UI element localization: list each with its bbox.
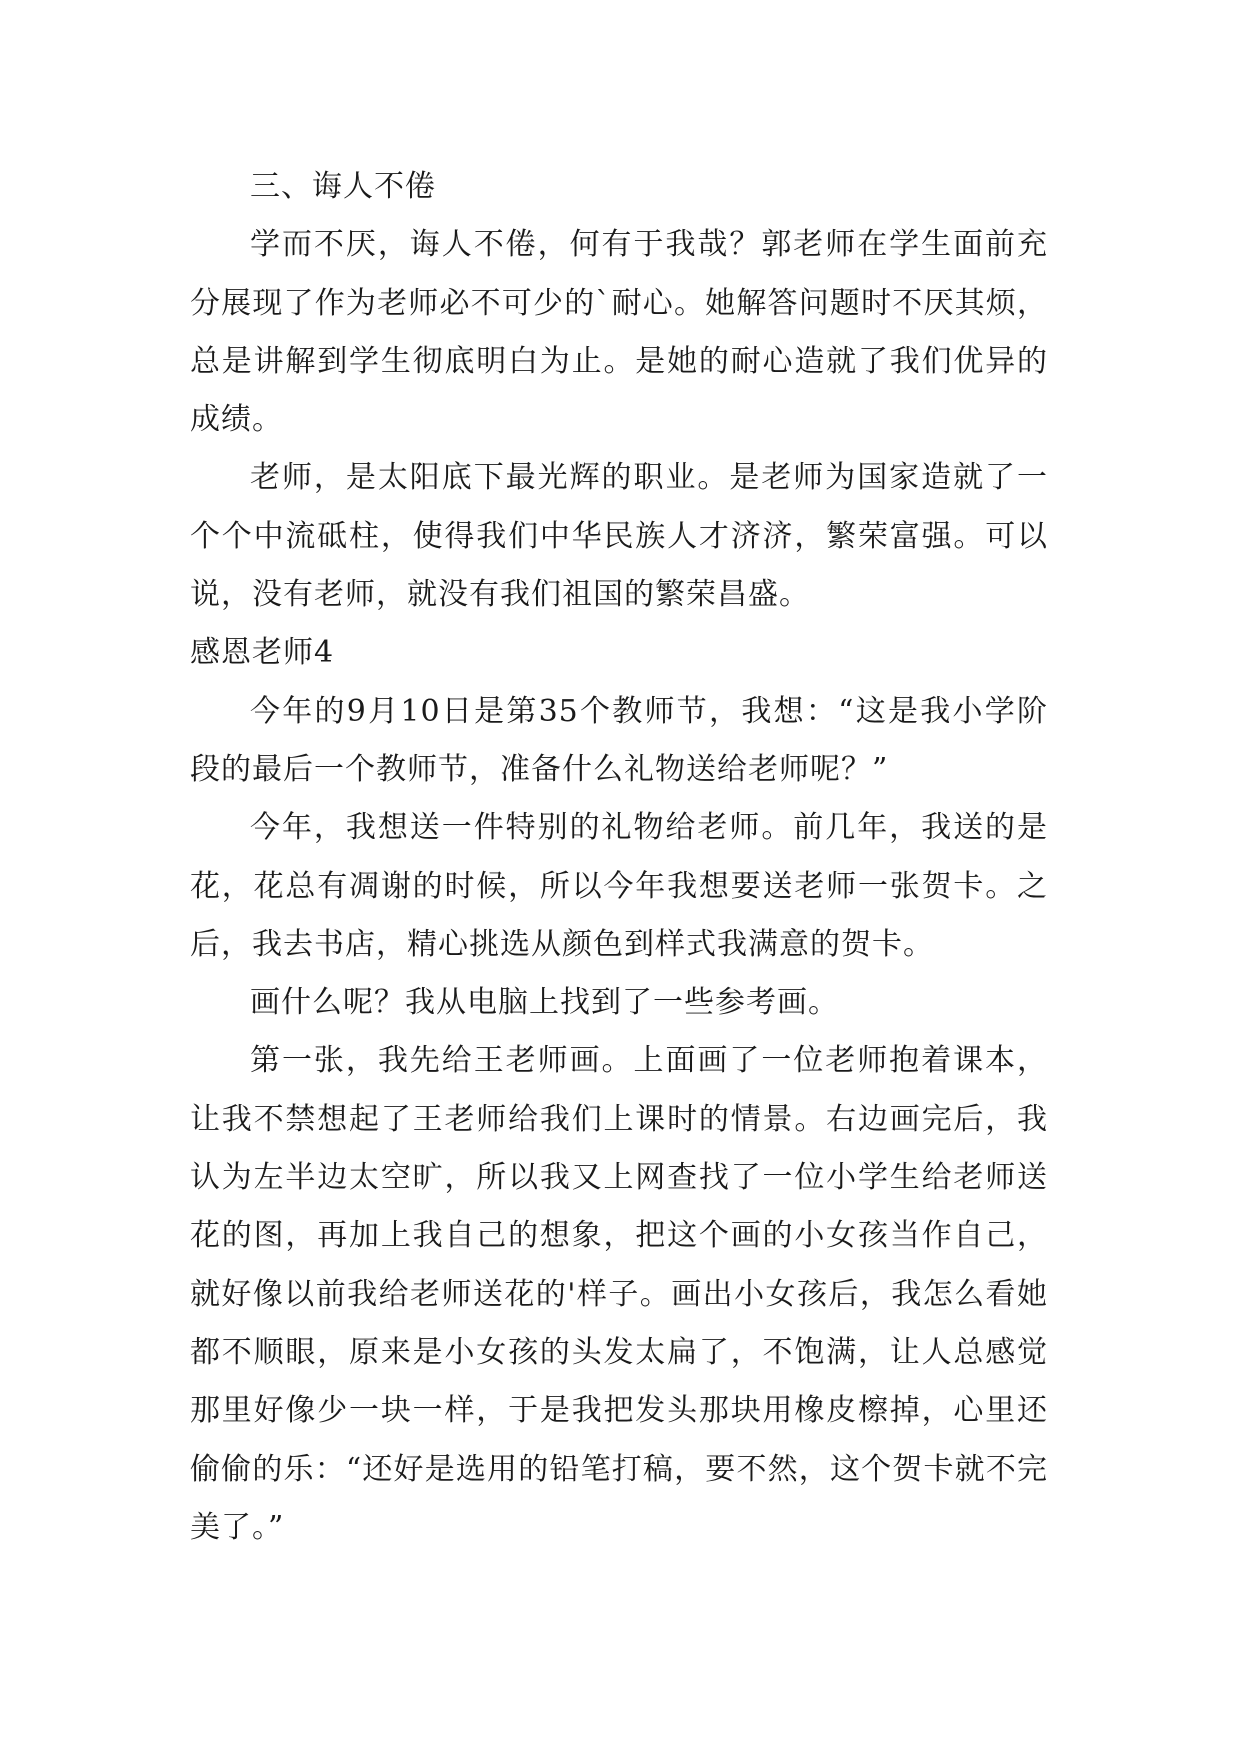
paragraph-first-card: 第一张，我先给王老师画。上面画了一位老师抱着课本，让我不禁想起了王老师给我们上课时的情景。右边画完后，我认为左半边太空旷，所以我又上网查找了一位小学生给老师送花的图，再加上我自己的想象，把这个画的小女孩当作自己，就好像以前我给老师送花的'样子。画出小女孩后，我怎么看她都不顺眼，原来是小女孩的头发太扁了，不饱满，让人总感觉那里好像少一块一样，于是我把发头那块用橡皮檫掉，心里还偷偷的乐：“还好是选用的铅笔打稿，要不然，这个贺卡就不完美了。” (190, 1043, 1048, 1545)
section-heading-paragraph: 三、诲人不倦 (250, 169, 436, 204)
paragraph-teachers-day: 今年的9月10日是第35个教师节，我想：“这是我小学阶段的最后一个教师节，准备什么礼物送给老师呢？” (190, 693, 1048, 787)
paragraph-special-gift: 今年，我想送一件特别的礼物给老师。前几年，我送的是花，花总有凋谢的时候，所以今年我想要送老师一张贺卡。之后，我去书店，精心挑选从颜色到样式我满意的贺卡。 (190, 810, 1048, 962)
paragraph-patience: 学而不厌，诲人不倦，何有于我哉？郭老师在学生面前充分展现了作为老师必不可少的`耐心。她解答问题时不厌其烦，总是讲解到学生彻底明白为止。是她的耐心造就了我们优异的成绩。 (190, 227, 1048, 438)
document-body (190, 158, 1048, 1557)
paragraph-what-to-draw: 画什么呢？我从电脑上找到了一些参考画。 (250, 985, 839, 1021)
essay-title: 感恩老师4 (190, 635, 335, 671)
paragraph-glorious-profession: 老师，是太阳底下最光辉的职业。是老师为国家造就了一个个中流砥柱，使得我们中华民族人才济济，繁荣富强。可以说，没有老师，就没有我们祖国的繁荣昌盛。 (190, 460, 1048, 613)
